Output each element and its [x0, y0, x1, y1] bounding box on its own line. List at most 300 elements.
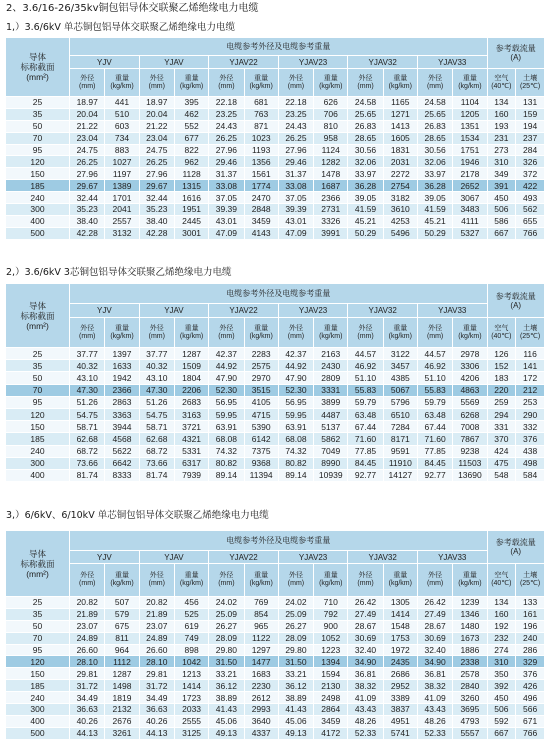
conductor-size-cell: 185	[6, 433, 70, 445]
table-cell: 274	[487, 644, 516, 656]
table-cell: 4793	[453, 715, 487, 727]
weight-header-line: 重量	[254, 324, 269, 332]
table-cell: 1197	[105, 168, 139, 180]
table-cell: 1886	[453, 644, 487, 656]
weight-header-line: (kg/km)	[179, 332, 204, 340]
table-cell: 3695	[453, 704, 487, 716]
table-cell: 2132	[105, 704, 139, 716]
table-cell: 332	[516, 421, 545, 433]
table-cell: 92.77	[348, 469, 383, 481]
outer-diameter-header-line: (mm)	[218, 580, 235, 587]
conductor-size-cell: 300	[6, 457, 70, 469]
table-cell: 376	[516, 668, 545, 680]
table-cell: 49.13	[278, 727, 313, 739]
table-cell: 30.56	[417, 144, 452, 156]
model-header-yjav32: YJAV32	[348, 304, 418, 318]
table-cell: 2809	[314, 372, 348, 384]
table-cell: 50.29	[348, 227, 383, 239]
table-cell: 36.81	[348, 668, 383, 680]
table-cell: 2840	[453, 680, 487, 692]
table-cell: 290	[516, 408, 545, 420]
table-cell: 450	[487, 192, 516, 204]
air-capacity-header-line: 空气	[494, 572, 509, 579]
table-cell: 47.90	[209, 372, 244, 384]
table-cell: 392	[487, 680, 516, 692]
table-cell: 1687	[314, 180, 348, 192]
conductor-size-cell: 400	[6, 469, 70, 481]
conductor-size-header-line: 标称截面	[20, 310, 55, 321]
table-cell: 506	[487, 704, 516, 716]
table-cell: 48.26	[417, 715, 452, 727]
conductor-size-header-line: (mm²)	[26, 72, 49, 82]
table-cell: 749	[174, 632, 208, 644]
table-cell: 47.30	[139, 384, 174, 396]
table-cell: 456	[174, 597, 208, 609]
table-cell: 273	[487, 144, 516, 156]
outer-diameter-header-line: 外径	[428, 74, 443, 82]
table-cell: 1389	[105, 180, 139, 192]
table-cell: 1112	[105, 656, 139, 668]
table-cell: 326	[516, 156, 545, 168]
table-cell: 28.67	[417, 620, 452, 632]
table-row	[6, 445, 545, 457]
table-cell: 172	[516, 372, 545, 384]
table-row	[6, 384, 545, 396]
table-cell: 43.01	[278, 215, 313, 227]
table-cell: 73.66	[70, 457, 105, 469]
table-cell: 766	[516, 727, 545, 739]
table-row	[6, 668, 545, 680]
table-cell: 84.45	[348, 457, 383, 469]
table-cell: 4321	[174, 433, 208, 445]
table-cell: 26.27	[278, 620, 313, 632]
table-cell: 2041	[105, 204, 139, 216]
conductor-size-cell: 150	[6, 668, 70, 680]
table-cell: 619	[174, 620, 208, 632]
outer-diameter-header-line: (mm)	[426, 82, 444, 90]
conductor-size-cell: 70	[6, 632, 70, 644]
table-cell: 51.10	[348, 372, 383, 384]
current-capacity-header	[487, 38, 544, 69]
weight-header	[174, 69, 208, 97]
model-header-yjav22: YJAV22	[209, 56, 279, 69]
conductor-size-header-line: 导体	[29, 548, 47, 559]
table-cell: 22.18	[209, 97, 244, 109]
cable-table-1	[5, 37, 545, 240]
table-cell: 35.23	[70, 204, 105, 216]
table-cell: 40.26	[70, 715, 105, 727]
table-row	[6, 360, 545, 372]
table-cell: 2163	[314, 348, 348, 360]
table-cell: 141	[516, 360, 545, 372]
table-row	[6, 180, 545, 192]
table-cell: 3001	[174, 227, 208, 239]
table-cell: 438	[516, 445, 545, 457]
table-cell: 493	[516, 192, 545, 204]
table-cell: 3132	[105, 227, 139, 239]
outer-diameter-header-line: 外径	[358, 572, 373, 579]
table-cell: 552	[174, 120, 208, 132]
table-cell: 27.96	[278, 144, 313, 156]
table-cell: 2366	[105, 384, 139, 396]
table-cell: 1023	[244, 132, 278, 144]
table-cell: 562	[516, 204, 545, 216]
table-cell: 1165	[383, 97, 417, 109]
weight-header	[105, 564, 139, 597]
weight-header	[314, 318, 348, 348]
weight-header-line: (kg/km)	[458, 82, 482, 90]
table-cell: 9591	[383, 445, 417, 457]
table-cell: 37.05	[278, 192, 313, 204]
table-cell: 734	[105, 132, 139, 144]
table-cell: 1414	[174, 680, 208, 692]
table-cell: 2848	[244, 204, 278, 216]
table-cell: 1351	[453, 120, 487, 132]
table-cell: 5796	[383, 396, 417, 408]
table-cell: 36.81	[417, 668, 452, 680]
table-cell: 1413	[383, 120, 417, 132]
table-cell: 8990	[314, 457, 348, 469]
outer-diameter-header	[278, 69, 313, 97]
weight-header	[174, 318, 208, 348]
weight-header-line: (kg/km)	[388, 580, 412, 587]
table-cell: 424	[487, 445, 516, 457]
table-cell: 42.37	[209, 348, 244, 360]
outer-diameter-header	[348, 69, 383, 97]
weight-header-line: 重量	[462, 324, 477, 332]
soil-capacity-header-line: (25℃)	[519, 580, 541, 587]
weight-header-line: 重量	[393, 324, 408, 332]
table-cell: 33.21	[278, 668, 313, 680]
table-cell: 45.21	[417, 215, 452, 227]
table-cell: 81.74	[70, 469, 105, 481]
weight-header-line: 重量	[323, 324, 338, 332]
table-cell: 4863	[453, 384, 487, 396]
table-cell: 4206	[453, 372, 487, 384]
table-cell: 6317	[174, 457, 208, 469]
table-cell: 1287	[174, 348, 208, 360]
outer-diameter-header-line: 外径	[80, 324, 95, 332]
weight-header-line: 重量	[393, 572, 408, 579]
table-cell: 194	[516, 120, 545, 132]
table-row	[6, 192, 545, 204]
table-cell: 1683	[244, 668, 278, 680]
table-cell: 284	[516, 144, 545, 156]
outer-diameter-header-line: (mm)	[357, 332, 374, 340]
table-cell: 160	[487, 608, 516, 620]
conductor-size-cell: 400	[6, 715, 70, 727]
table-cell: 27.49	[417, 608, 452, 620]
table-cell: 964	[105, 644, 139, 656]
outer-diameter-header	[209, 69, 244, 97]
table-cell: 31.50	[278, 656, 313, 668]
table-cell: 7939	[174, 469, 208, 481]
table-cell: 34.49	[139, 692, 174, 704]
table-cell: 1633	[105, 360, 139, 372]
conductor-size-cell: 35	[6, 608, 70, 620]
table-cell: 36.12	[209, 680, 244, 692]
soil-capacity-header	[516, 69, 545, 97]
table-cell: 74.32	[278, 445, 313, 457]
table-row	[6, 457, 545, 469]
table-cell: 32.06	[417, 156, 452, 168]
outer-diameter-header-line: (mm)	[426, 580, 444, 587]
table-cell: 11503	[453, 457, 487, 469]
weight-header-line: (kg/km)	[249, 332, 273, 340]
table-cell: 36.63	[70, 704, 105, 716]
table-cell: 24.58	[348, 97, 383, 109]
outer-diameter-header-line: (mm)	[357, 82, 374, 90]
table-cell: 1605	[383, 132, 417, 144]
table-cell: 29.46	[278, 156, 313, 168]
table-cell: 2283	[244, 348, 278, 360]
table-cell: 36.12	[278, 680, 313, 692]
table-cell: 92.77	[417, 469, 452, 481]
conductor-size-header-line: 标称截面	[20, 62, 55, 72]
outer-diameter-header-line: 外径	[219, 572, 234, 579]
weight-header	[244, 318, 278, 348]
table-cell: 52.30	[209, 384, 244, 396]
table-cell: 38.89	[278, 692, 313, 704]
table-cell: 220	[487, 384, 516, 396]
table-cell: 36.28	[348, 180, 383, 192]
table-cell: 26.25	[278, 132, 313, 144]
outer-diameter-header-line: 外径	[358, 74, 373, 82]
table-cell: 2470	[244, 192, 278, 204]
table-cell: 3125	[174, 727, 208, 739]
air-capacity-header	[487, 69, 516, 97]
table-cell: 41.59	[348, 204, 383, 216]
table-cell: 45.06	[209, 715, 244, 727]
weight-header-line: (kg/km)	[249, 580, 273, 587]
table-cell: 3837	[383, 704, 417, 716]
table-cell: 24.89	[70, 632, 105, 644]
soil-capacity-header-line: 土壤	[523, 74, 538, 82]
table-cell: 507	[105, 597, 139, 609]
table-cell: 2686	[383, 668, 417, 680]
table-cell: 43.43	[348, 704, 383, 716]
conductor-size-cell: 240	[6, 692, 70, 704]
outer-diameter-header	[348, 318, 383, 348]
table-cell: 2970	[244, 372, 278, 384]
outer-diameter-header-line: (mm)	[357, 580, 374, 587]
weight-header-line: 重量	[184, 572, 199, 579]
table-row	[6, 227, 545, 239]
model-header-yjav33: YJAV33	[417, 551, 487, 564]
weight-header-line: (kg/km)	[110, 332, 134, 340]
table-cell: 26.60	[139, 644, 174, 656]
conductor-size-cell: 150	[6, 168, 70, 180]
weight-header-line: 重量	[323, 572, 338, 579]
table-cell: 5862	[314, 433, 348, 445]
air-capacity-header	[487, 564, 516, 597]
table-cell: 2683	[174, 396, 208, 408]
weight-header-line: (kg/km)	[319, 332, 343, 340]
table-cell: 23.04	[139, 132, 174, 144]
outer-diameter-header-line: 外径	[428, 572, 443, 579]
table-cell: 24.02	[209, 597, 244, 609]
conductor-size-header	[6, 284, 70, 348]
conductor-size-cell: 35	[6, 108, 70, 120]
table-cell: 52.33	[348, 727, 383, 739]
table-cell: 2731	[314, 204, 348, 216]
table-row	[6, 156, 545, 168]
table-cell: 24.02	[278, 597, 313, 609]
table-cell: 4487	[314, 408, 348, 420]
table-cell: 40.32	[139, 360, 174, 372]
table-cell: 43.43	[417, 704, 452, 716]
table-cell: 71.60	[348, 433, 383, 445]
table-row	[6, 632, 545, 644]
table-cell: 1042	[174, 656, 208, 668]
table-cell: 24.75	[70, 144, 105, 156]
table-cell: 192	[487, 620, 516, 632]
table-cell: 2272	[383, 168, 417, 180]
table-cell: 2864	[314, 704, 348, 716]
table-cell: 2033	[174, 704, 208, 716]
table-cell: 28.10	[139, 656, 174, 668]
conductor-size-cell: 240	[6, 445, 70, 457]
table-cell: 161	[516, 608, 545, 620]
weight-header-line: 重量	[115, 74, 129, 82]
table-cell: 2676	[105, 715, 139, 727]
table-row	[6, 680, 545, 692]
soil-capacity-header-line: 土壤	[523, 572, 538, 579]
model-header-yjav22: YJAV22	[209, 551, 279, 564]
table-cell: 28.09	[278, 632, 313, 644]
outer-diameter-header-line: (mm)	[79, 82, 96, 90]
table-cell: 7867	[453, 433, 487, 445]
table-cell: 47.30	[70, 384, 105, 396]
table-cell: 34.49	[70, 692, 105, 704]
table-cell: 1128	[174, 168, 208, 180]
table-cell: 31.37	[278, 168, 313, 180]
outer-diameter-header-line: (mm)	[79, 332, 96, 340]
current-capacity-header-line: (A)	[510, 53, 522, 62]
table-cell: 766	[516, 227, 545, 239]
table-cell: 10939	[314, 469, 348, 481]
table-cell: 23.07	[139, 620, 174, 632]
table-cell: 27.96	[209, 144, 244, 156]
table-cell: 475	[487, 457, 516, 469]
table-cell: 1831	[383, 144, 417, 156]
table-cell: 426	[516, 680, 545, 692]
table-cell: 21.22	[70, 120, 105, 132]
outer-diameter-header-line: 外径	[219, 74, 234, 82]
table-cell: 5390	[244, 421, 278, 433]
table-cell: 579	[105, 608, 139, 620]
table-cell: 1509	[174, 360, 208, 372]
table-cell: 7284	[383, 421, 417, 433]
table-cell: 4105	[244, 396, 278, 408]
weight-header-line: 重量	[462, 74, 477, 82]
current-capacity-header	[487, 284, 544, 318]
table-cell: 1287	[105, 668, 139, 680]
weight-header-line: 重量	[184, 74, 199, 82]
table-row	[6, 597, 545, 609]
table-cell: 33.21	[209, 668, 244, 680]
table-cell: 9238	[453, 445, 487, 457]
table-cell: 2430	[314, 360, 348, 372]
table-row	[6, 204, 545, 216]
outer-diameter-header	[278, 318, 313, 348]
table-cell: 31.72	[139, 680, 174, 692]
table-cell: 5741	[383, 727, 417, 739]
conductor-size-header-line: 标称截面	[20, 558, 55, 569]
conductor-size-cell: 25	[6, 97, 70, 109]
table-cell: 39.39	[209, 204, 244, 216]
table-cell: 6142	[244, 433, 278, 445]
table-cell: 41.09	[417, 692, 452, 704]
table-cell: 1972	[383, 644, 417, 656]
table-cell: 50.29	[417, 227, 452, 239]
table-cell: 854	[244, 608, 278, 620]
table-cell: 34.90	[417, 656, 452, 668]
table-cell: 84.45	[417, 457, 452, 469]
outer-diameter-header	[209, 318, 244, 348]
table-cell: 681	[244, 97, 278, 109]
weight-header	[174, 564, 208, 597]
model-header-yjv: YJV	[70, 56, 140, 69]
table-cell: 42.28	[139, 227, 174, 239]
table-cell: 4337	[244, 727, 278, 739]
table-cell: 7008	[453, 421, 487, 433]
table-cell: 33.97	[348, 168, 383, 180]
weight-header-line: (kg/km)	[319, 82, 343, 90]
table-cell: 24.75	[139, 144, 174, 156]
table-cell: 2575	[244, 360, 278, 372]
table-cell: 2366	[314, 192, 348, 204]
table-cell: 1305	[383, 597, 417, 609]
table-cell: 26.27	[209, 620, 244, 632]
table-cell: 26.25	[209, 132, 244, 144]
weight-header	[105, 318, 139, 348]
table-cell: 584	[516, 469, 545, 481]
table-cell: 116	[516, 348, 545, 360]
table-cell: 2993	[244, 704, 278, 716]
table-cell: 134	[487, 97, 516, 109]
table-cell: 7049	[314, 445, 348, 457]
table-cell: 20.04	[70, 108, 105, 120]
table-cell: 44.13	[139, 727, 174, 739]
table-cell: 450	[487, 692, 516, 704]
outer-diameter-header-line: (mm)	[148, 332, 165, 340]
weight-header	[383, 564, 417, 597]
table-cell: 9368	[244, 457, 278, 469]
table-cell: 63.91	[209, 421, 244, 433]
conductor-size-cell: 70	[6, 132, 70, 144]
table-cell: 68.08	[278, 433, 313, 445]
table-cell: 41.43	[209, 704, 244, 716]
table-cell: 59.79	[348, 396, 383, 408]
table-cell: 240	[516, 632, 545, 644]
weight-header-line: 重量	[323, 74, 338, 82]
table-cell: 40.26	[139, 715, 174, 727]
table-cell: 2230	[244, 680, 278, 692]
table-cell: 3067	[453, 192, 487, 204]
soil-capacity-header	[516, 318, 545, 348]
model-header-yjav23: YJAV23	[278, 304, 348, 318]
table-cell: 237	[516, 132, 545, 144]
table-cell: 3944	[105, 421, 139, 433]
table-cell: 32.40	[348, 644, 383, 656]
table-cell: 131	[516, 97, 545, 109]
table-cell: 42.28	[70, 227, 105, 239]
weight-header-line: (kg/km)	[319, 580, 343, 587]
outer-diameter-header-line: 外径	[149, 324, 164, 332]
table-cell: 37.77	[70, 348, 105, 360]
conductor-size-header-line: 导体	[29, 52, 47, 62]
